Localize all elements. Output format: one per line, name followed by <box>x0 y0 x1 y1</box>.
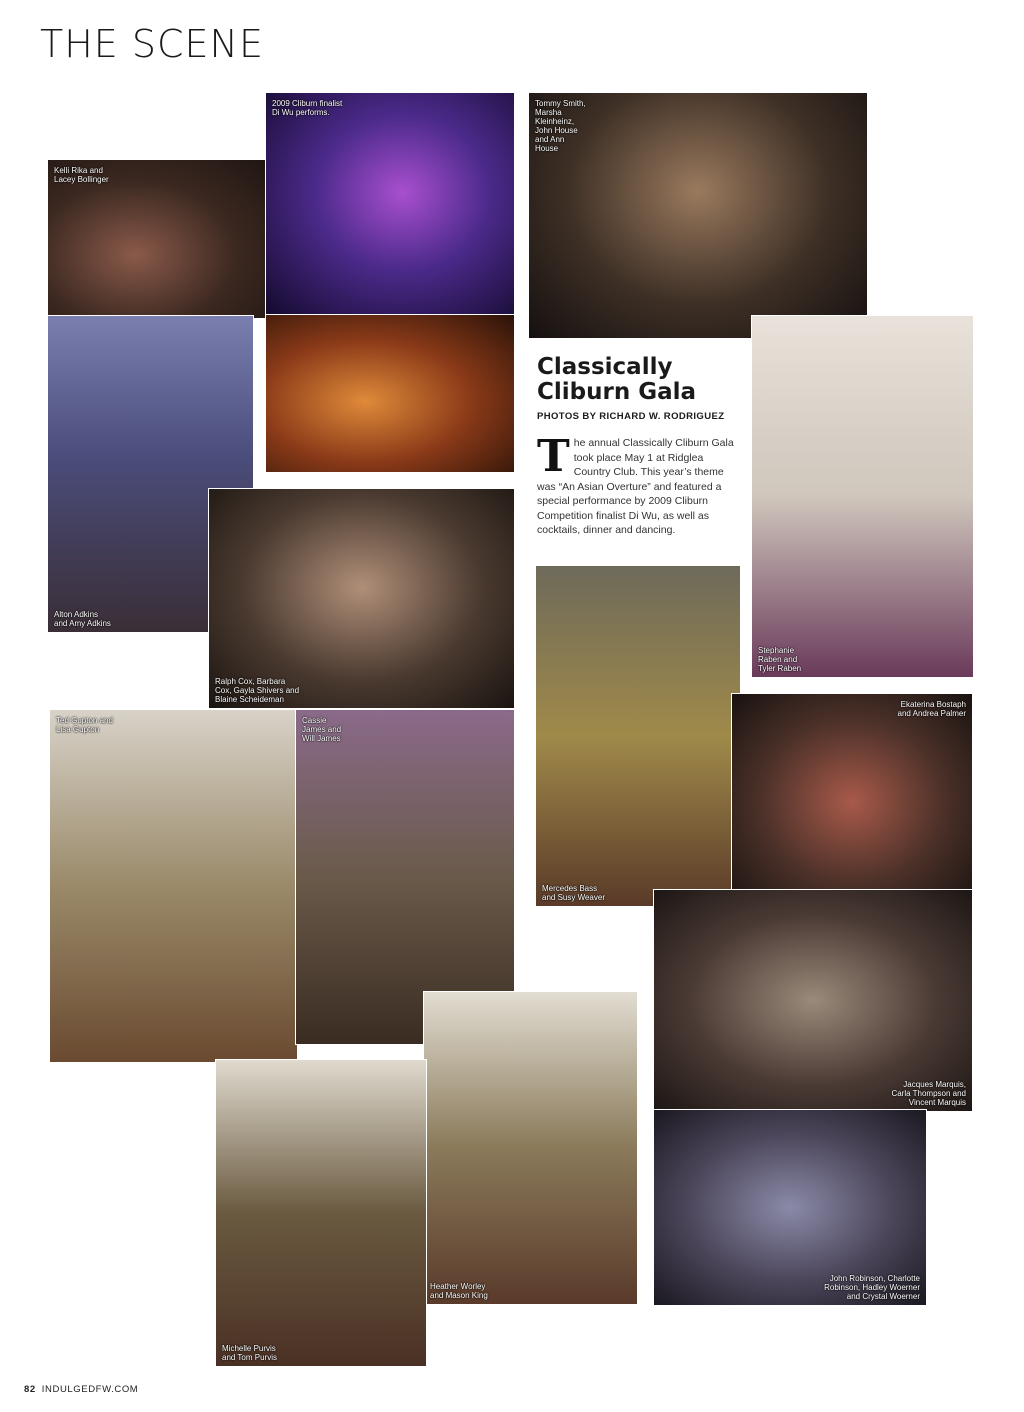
photo-bostaph-palmer <box>732 694 972 890</box>
photo-caption: Ralph Cox, Barbara Cox, Gayla Shivers and Blaine Scheideman <box>215 677 300 704</box>
article-body <box>537 431 737 538</box>
photo-heather-worley-mason-king <box>424 992 637 1304</box>
article-body-text: he annual Classically Cliburn Gala took place May 1 at Ridglea Country Club. This year’s theme was “An Asian Overture” and featured a special performance by 2009 Cliburn Competition finalist Di Wu, as well as cocktails, dinner and dancing. <box>537 437 734 536</box>
photo-michelle-tom-purvis <box>216 1060 426 1366</box>
photo-stephanie-tyler-raben <box>752 316 973 677</box>
photo-cox-shivers-scheideman <box>209 489 514 708</box>
photo-marquis-thompson <box>654 890 972 1111</box>
photo-caption: Kelli Rika and Lacey Bollinger <box>54 166 109 184</box>
article-title-line1: Classically <box>537 354 673 380</box>
photo-caption: Heather Worley and Mason King <box>430 1282 488 1300</box>
photo-robinson-woerner <box>654 1110 926 1305</box>
article-title-line2: Cliburn Gala <box>537 379 697 405</box>
photo-credit-byline: PHOTOS BY RICHARD W. RODRIGUEZ <box>537 411 725 422</box>
photo-caption: Cassie James and Will James <box>302 716 342 743</box>
article-block <box>537 355 737 538</box>
photo-mercedes-bass-susy-weaver <box>536 566 740 906</box>
section-title: THE SCENE <box>40 22 264 66</box>
photo-ted-lisa-gupton <box>50 710 297 1062</box>
drop-cap: T <box>537 431 570 482</box>
photo-caption: Ekaterina Bostaph and Andrea Palmer <box>897 700 966 718</box>
photo-caption: Stephanie Raben and Tyler Raben <box>758 646 802 673</box>
page-number: 82 <box>24 1384 36 1395</box>
photo-piano-interior <box>266 315 514 472</box>
photo-caption: 2009 Cliburn finalist Di Wu performs. <box>272 99 343 117</box>
photo-caption: Mercedes Bass and Susy Weaver <box>542 884 605 902</box>
page-footer <box>24 1384 138 1395</box>
site-url: INDULGEDFW.COM <box>41 1384 139 1395</box>
photo-di-wu-performs <box>266 93 514 315</box>
photo-caption: Jacques Marquis, Carla Thompson and Vincent Marquis <box>891 1080 966 1107</box>
photo-smith-kleinheinz-house <box>529 93 867 338</box>
photo-caption: Alton Adkins and Amy Adkins <box>54 610 111 628</box>
photo-kelli-rika-lacey-bollinger <box>48 160 266 318</box>
photo-caption: John Robinson, Charlotte Robinson, Hadley Woerner and Crystal Woerner <box>824 1274 920 1301</box>
photo-caption: Ted Gupton and Lisa Gupton <box>56 716 113 734</box>
photo-caption: Tommy Smith, Marsha Kleinheinz, John House and Ann House <box>535 99 586 153</box>
photo-caption: Michelle Purvis and Tom Purvis <box>222 1344 277 1362</box>
article-title <box>537 355 737 405</box>
